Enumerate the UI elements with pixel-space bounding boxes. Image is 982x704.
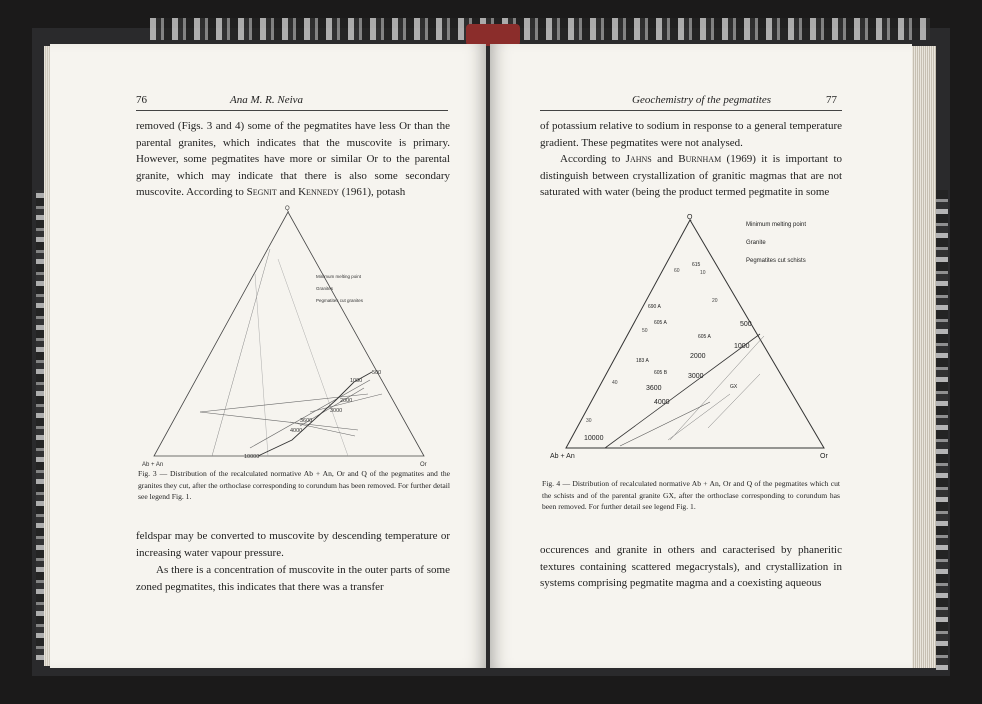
right-paragraph-3: [540, 542, 842, 592]
point-label: 4000: [654, 399, 670, 406]
vertex-ab-an: Ab + An: [142, 462, 164, 468]
vertex-q: Q: [285, 206, 290, 212]
vertex-ab-an: Ab + An: [550, 453, 575, 460]
cover-marbled-edge: [150, 18, 930, 40]
axis-tick: 40: [612, 380, 618, 386]
legend-item: Granites: [316, 286, 334, 291]
point-label: 3000: [330, 408, 343, 414]
text-run: and: [276, 186, 299, 199]
axis-tick: 20: [712, 298, 718, 304]
point-label: 500: [372, 370, 382, 376]
point-label: 2000: [690, 353, 706, 360]
point-label: 1000: [734, 343, 750, 350]
figure-3-caption: Fig. 3 — Distribution of the recalculated normative Ab + An, Or and Q of the pegmatites and the granites they cut, after the orthoclase corresponding to corundum has been removed. For further detail see legend Fig. 1.: [138, 469, 450, 502]
page-stack-right: [910, 46, 936, 668]
page-number-right: 77: [826, 94, 837, 106]
book-spine: [466, 24, 520, 46]
point-label: 3000: [688, 373, 704, 380]
axis-tick: 10: [700, 270, 706, 276]
vertex-q: Q: [687, 214, 693, 221]
legend-item: Minimum melting point: [746, 222, 807, 228]
header-rule-right: [540, 110, 842, 111]
author-name: Burnham: [678, 153, 722, 165]
figure-4-caption: Fig. 4 — Distribution of recalculated normative Ab + An, Or and Q of the pegmatites which cut the schists and of the parental granite GX, after the orthoclase corresponding to corundum has been removed. For further detail see legend Fig. 1.: [542, 479, 840, 512]
point-label: 10000: [584, 435, 604, 442]
right-paragraph-2: [540, 151, 842, 201]
sample-label: 605 A: [698, 334, 711, 340]
sample-label: 690 A: [648, 304, 661, 310]
point-label: 3600: [646, 385, 662, 392]
sample-label: 605 B: [654, 370, 668, 376]
vertex-or: Or: [420, 462, 427, 468]
header-rule-left: [136, 110, 448, 111]
text-run: and: [651, 153, 679, 165]
author-name: Segnit: [246, 186, 277, 199]
point-label: 3600: [300, 418, 313, 424]
vertex-or: Or: [820, 453, 828, 460]
page-number-left: 76: [136, 94, 147, 106]
author-name: Kennedy: [298, 186, 339, 199]
left-page: [50, 44, 486, 668]
legend-item: Minimum melting point: [316, 274, 362, 279]
point-label: 1000: [350, 378, 363, 384]
text-run: (1961), potash: [338, 186, 406, 199]
left-paragraph-2: [136, 528, 450, 561]
text-run: (1969) it is important to distinguish between crystallization of granitic magmas that are not saturated with water (being the product termed pegmatite in some: [540, 153, 842, 199]
text-run: feldspar may be converted to muscovite by descending temperature or increasing water vapour pressure.: [136, 530, 450, 559]
text-run: As there is a concentration of muscovite in the outer parts of some zoned pegmatites, this indicates that there was a transfer: [136, 564, 450, 593]
text-run: occurences and granite in others and caracterised by phaneritic textures containing scattered megacrystals), and crystallization in systems comprising pegmatite magma and a coexisting aqueous: [540, 544, 842, 590]
sample-label: GX: [730, 384, 738, 390]
left-paragraph-1: [136, 118, 450, 201]
legend-item: Granite: [746, 240, 766, 246]
running-head-left: Ana M. R. Neiva: [230, 94, 304, 106]
cover-marbled-edge-right: [936, 190, 948, 670]
legend-item: Pegmatites cut granites: [316, 298, 364, 303]
sample-label: 615: [692, 262, 701, 268]
axis-tick: 30: [586, 418, 592, 424]
sample-label: 605 A: [654, 320, 667, 326]
point-label: 4000: [290, 428, 303, 434]
axis-tick: 60: [674, 268, 680, 274]
legend-item: Pegmatites cut schists: [746, 258, 806, 264]
right-page: [490, 44, 912, 668]
text-run: According to: [560, 153, 626, 165]
text-run: removed (Figs. 3 and 4) some of the pegmatites have less Or than the parental granites, which indicates that the muscovite is primary. However, some pegmatites have more or similar Or to the parental granite, which may indicate that there is also some secondary muscovite. According to: [136, 120, 450, 199]
figure-4-ternary-diagram: [550, 214, 840, 474]
left-paragraph-3: [136, 562, 450, 595]
sample-label: 183 A: [636, 358, 649, 364]
point-label: 500: [740, 321, 752, 328]
point-label: 2000: [340, 398, 353, 404]
axis-tick: 50: [642, 328, 648, 334]
text-run: of potassium relative to sodium in response to a general temperature gradient. These pegmatites were not analysed.: [540, 120, 842, 149]
point-label: 10000: [244, 454, 260, 460]
figure-3-ternary-diagram: [140, 204, 450, 468]
running-head-right: Geochemistry of the pegmatites: [632, 94, 771, 106]
author-name: Jahns: [625, 153, 652, 165]
right-paragraph-1: [540, 118, 842, 151]
